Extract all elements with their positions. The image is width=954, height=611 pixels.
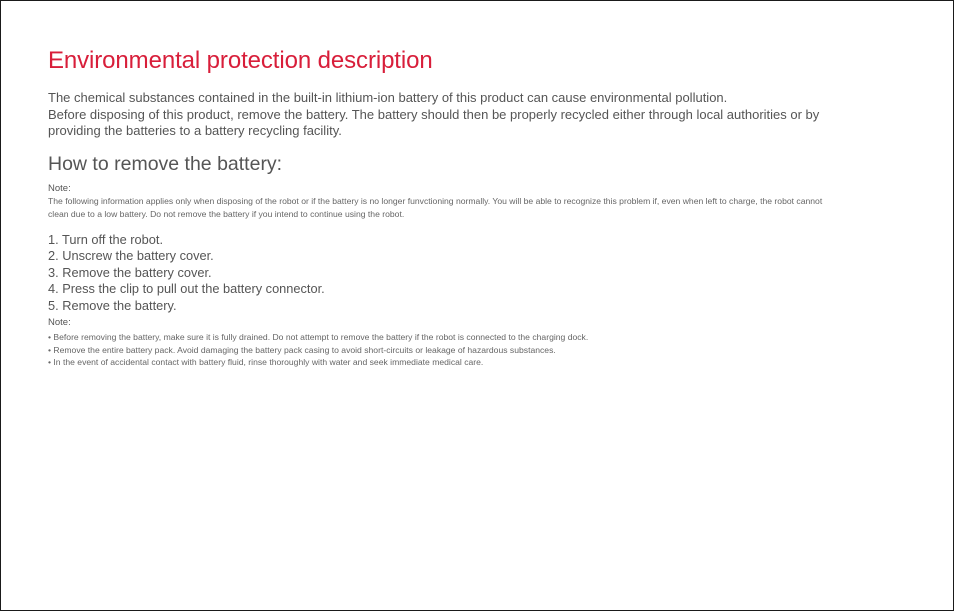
- bullet-item: • Before removing the battery, make sure it is fully drained. Do not attempt to remove the battery if the robot is connected to the charging dock.: [48, 332, 589, 343]
- step-item: 3. Remove the battery cover.: [48, 264, 212, 280]
- step-item: 2. Unscrew the battery cover.: [48, 248, 214, 264]
- step-item: 4. Press the clip to pull out the battery connector.: [48, 281, 325, 297]
- step-item: 1. Turn off the robot.: [48, 231, 164, 247]
- section-title: How to remove the battery:: [48, 152, 283, 175]
- note-label-2: Note:: [48, 317, 71, 329]
- intro-line-1: The chemical substances contained in the built-in lithium-ion battery of this product can cause environmental pollution.: [48, 90, 728, 105]
- caution-bullet-list: [48, 331, 858, 368]
- step-item: 5. Remove the battery.: [48, 297, 177, 313]
- intro-paragraph: [48, 90, 858, 140]
- document-content: [48, 45, 858, 368]
- bullet-item: • Remove the entire battery pack. Avoid damaging the battery pack casing to avoid short-circuits or leakage of hazardous substances.: [48, 344, 556, 355]
- note-text: The following information applies only when disposing of the robot or if the battery is no longer funvctioning normally. You will be able to recognize this problem if, even when left to charge, the robot cannot clean due to a low battery. Do not remove the battery if you intend to continue using the robot.: [48, 195, 823, 219]
- intro-line-2: Before disposing of this product, remove the battery. The battery should then be properly recycled either through local authorities or by providing the batteries to a battery recycling facility.: [48, 106, 820, 138]
- page-title: Environmental protection description: [48, 47, 433, 74]
- bullet-item: • In the event of accidental contact with battery fluid, rinse thoroughly with water and seek immediate medical care.: [48, 356, 484, 367]
- note-label: Note:: [48, 182, 71, 194]
- removal-steps-list: [48, 232, 858, 315]
